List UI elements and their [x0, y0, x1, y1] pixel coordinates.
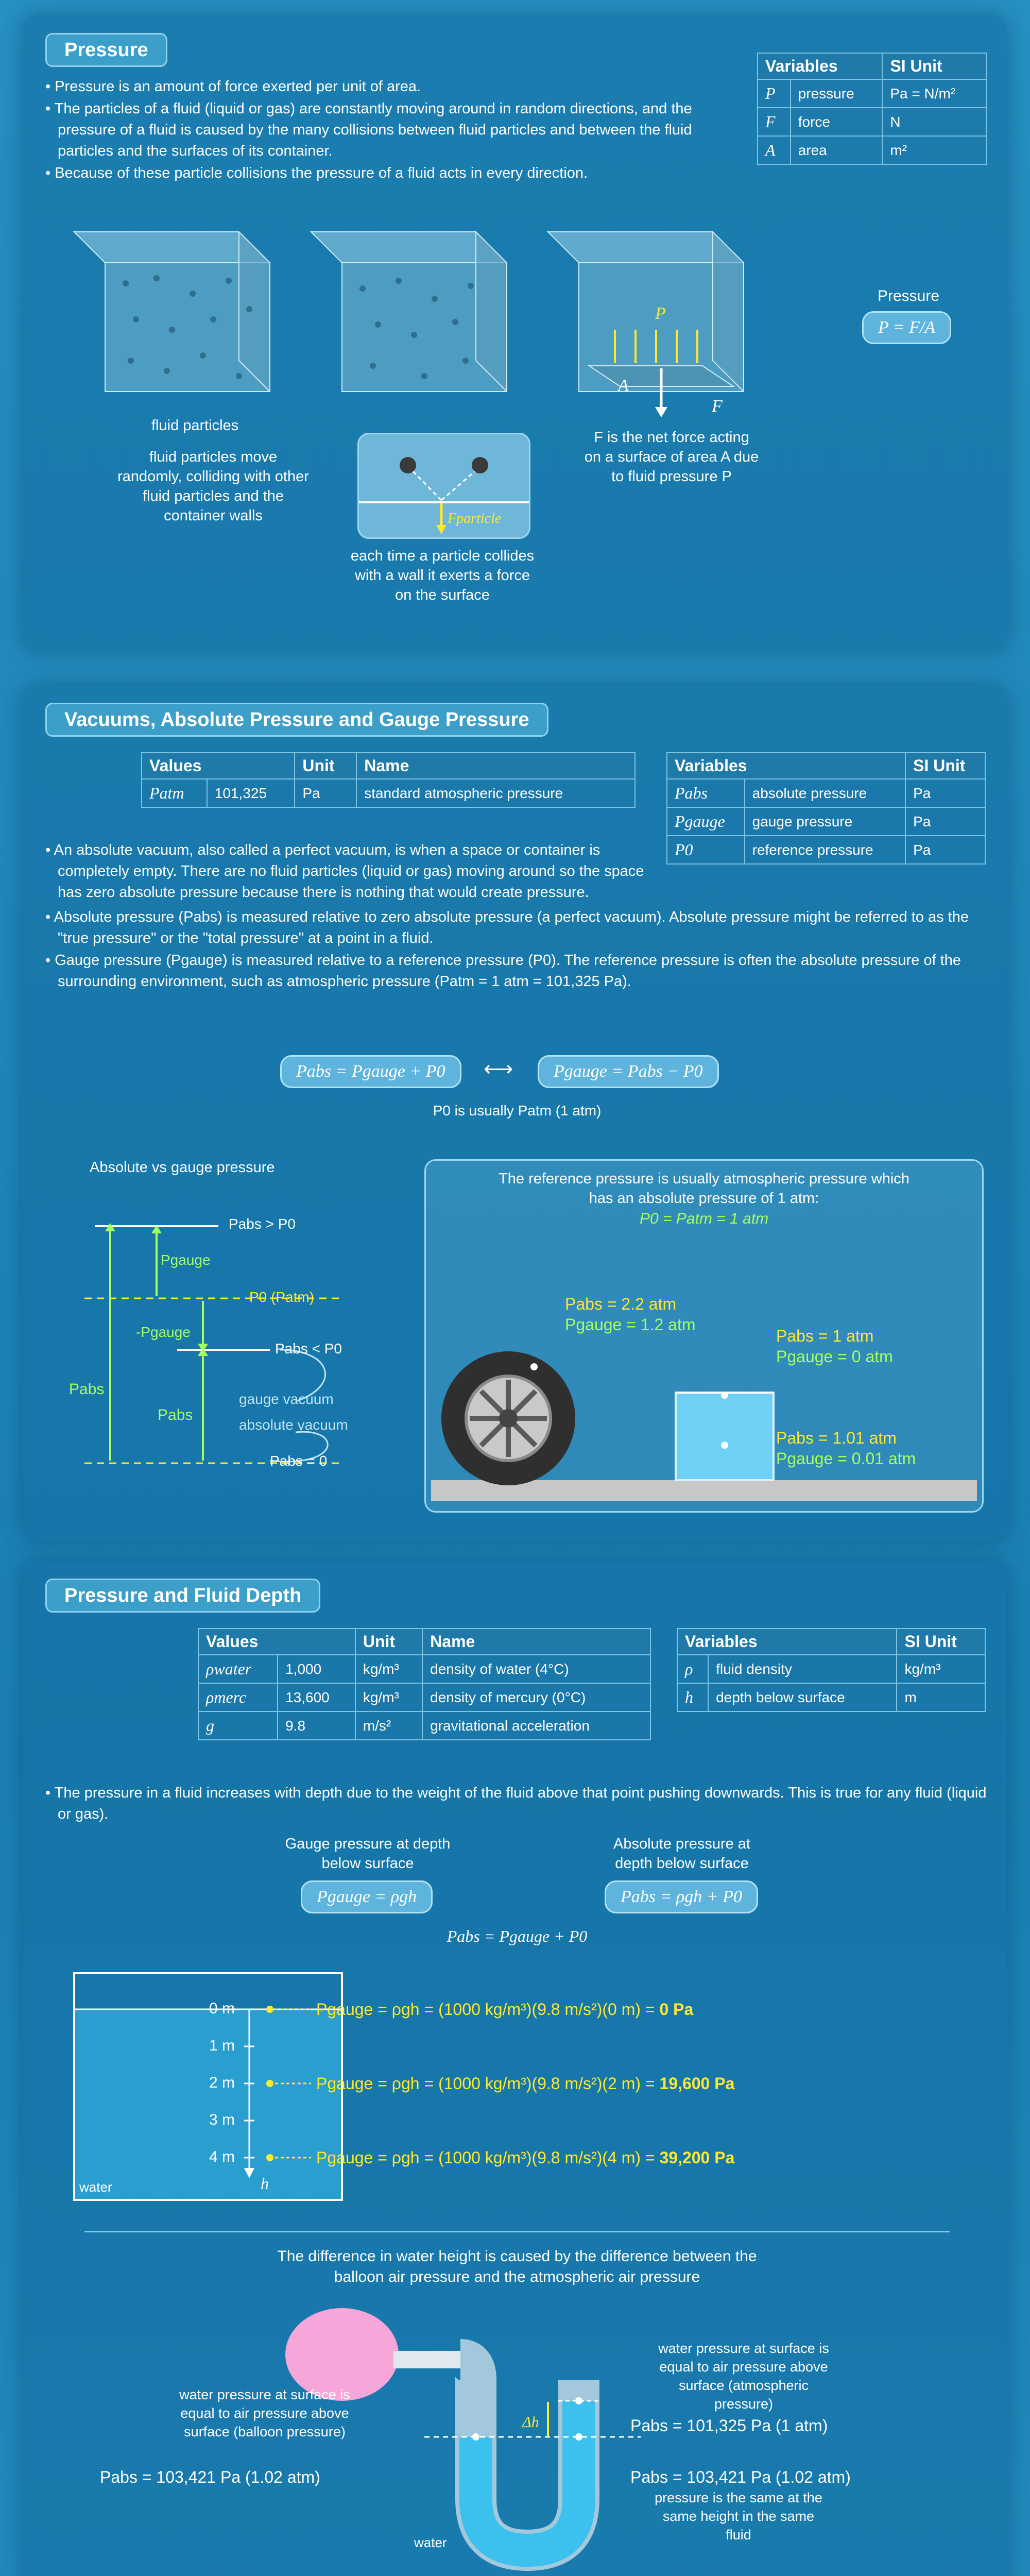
table-cell: P0: [667, 836, 745, 864]
table-cell: ρ: [677, 1655, 708, 1683]
calc-text: Pgauge = ρgh = (1000 kg/m³)(9.8 m/s²)(2 m) =: [316, 2074, 660, 2093]
label-zero: Pabs = 0: [270, 1453, 328, 1469]
caption-fluid-particles: fluid particles: [151, 417, 239, 434]
table-cell: Pa = N/m²: [882, 79, 986, 108]
water-label: water: [79, 2179, 112, 2195]
table-cell: A: [758, 136, 791, 164]
table-cell: gravitational acceleration: [422, 1711, 650, 1740]
pressure-formula: P = F/A: [862, 311, 951, 344]
table-cell: 101,325: [207, 779, 295, 807]
table-cell: pressure: [791, 79, 883, 108]
bullet: • The pressure in a fluid increases with depth due to the weight of the fluid above that point pushing downwards. This is true for any fluid (liquid or gas).: [45, 1783, 988, 1825]
cup-top-pgauge: Pgauge = 0 atm: [776, 1347, 893, 1366]
label-p0: P0 (Patm): [249, 1289, 315, 1305]
water-label: water: [414, 2535, 447, 2550]
right-note: water pressure at surface is equal to air pressure above surface (atmospheric pressure): [658, 2341, 829, 2412]
caption-wall-collision: each time a particle collides with a wall it exerts a force on the surface: [350, 548, 535, 603]
gauge-pressure-eq: Pgauge = Pabs − P0: [538, 1055, 719, 1088]
table-header: SI Unit: [905, 753, 985, 779]
table-cell: m/s²: [355, 1711, 422, 1740]
table-cell: 9.8: [278, 1711, 355, 1740]
table-cell: density of mercury (0°C): [422, 1683, 650, 1711]
gauge-eq: Pgauge = ρgh: [301, 1880, 433, 1913]
table-header: SI Unit: [882, 53, 986, 79]
table-header: Unit: [355, 1629, 422, 1655]
panel-title: Pressure: [45, 33, 167, 67]
table-header: Unit: [295, 753, 356, 779]
same-height-note: pressure is the same at the same height in the same fluid: [655, 2490, 822, 2543]
delta-h-label: Δh: [522, 2414, 539, 2431]
calc-row-0: [316, 2000, 693, 2019]
table-header: Values: [198, 1629, 355, 1655]
label-pabs-left: Pabs: [69, 1381, 105, 1398]
table-cell: force: [791, 108, 883, 136]
table-cell: g: [198, 1711, 278, 1740]
cup-bottom-pgauge: Pgauge = 0.01 atm: [776, 1449, 916, 1468]
table-header: SI Unit: [897, 1629, 985, 1655]
panel-pressure: [23, 15, 1007, 652]
label-pabs-less: Pabs < P0: [275, 1341, 342, 1357]
graph-title: Absolute vs gauge pressure: [90, 1159, 275, 1176]
table-cell: kg/m³: [355, 1655, 422, 1683]
calc-row-2: [316, 2074, 734, 2093]
sum-eq: Pabs = Pgauge + P0: [447, 1927, 588, 1945]
table-cell: N: [882, 108, 986, 136]
caption-particles-move: fluid particles move randomly, colliding with other fluid particles and the container walls: [117, 449, 309, 524]
table-cell: m: [897, 1683, 985, 1711]
abs-caption: Absolute pressure at depth below surface: [613, 1836, 750, 1872]
label-pabs-mid: Pabs: [158, 1406, 193, 1423]
table-header: Name: [422, 1629, 650, 1655]
table-cell: ρmerc: [198, 1683, 278, 1711]
calc-result: 39,200 Pa: [659, 2148, 735, 2167]
table-cell: density of water (4°C): [422, 1655, 650, 1683]
table-cell: absolute pressure: [745, 779, 906, 807]
bullet: • Absolute pressure (Pabs) is measured relative to zero absolute pressure (a perfect vacuum). Absolute pressure might be referred to as the "true pressure" or the "total pressure" at a point in a fluid.: [45, 907, 988, 949]
label-F: F: [712, 397, 723, 416]
cube-1: [74, 232, 270, 392]
table-cell: h: [677, 1683, 708, 1711]
label-pabs-greater: Pabs > P0: [229, 1216, 296, 1232]
depth-label: 0 m: [209, 2000, 235, 2017]
calc-result: 0 Pa: [659, 2000, 694, 2019]
table-header: Variables: [758, 53, 882, 79]
pabs-right-bottom: Pabs = 103,421 Pa (1.02 atm): [630, 2468, 851, 2486]
table-cell: area: [791, 136, 883, 164]
double-arrow: ⟷: [484, 1058, 513, 1080]
table-cell: standard atmospheric pressure: [356, 779, 635, 807]
label-pgauge: Pgauge: [161, 1252, 211, 1268]
variables-table: [677, 1628, 986, 1712]
bullet-list: [45, 76, 746, 185]
label-absolute-vacuum: absolute vacuum: [239, 1417, 348, 1433]
reference-title: The reference pressure is usually atmospheric pressure which has an absolute pressure of 1 atm:: [499, 1171, 909, 1207]
calc-row-4: [316, 2148, 734, 2167]
collision-inset: [357, 433, 530, 539]
calc-text: Pgauge = ρgh = (1000 kg/m³)(9.8 m/s²)(4 m) =: [316, 2148, 660, 2167]
divider: [84, 2231, 950, 2233]
depth-label: 2 m: [209, 2074, 235, 2091]
bullet: • The particles of a fluid (liquid or gas) are constantly moving around in random directions, and the pressure of a fluid is caused by the many collisions between fluid particles and between the fluid particles and the surfaces of its container.: [45, 98, 746, 162]
tire-pgauge: Pgauge = 1.2 atm: [565, 1315, 696, 1334]
depth-h-label: h: [261, 2174, 269, 2193]
pabs-left: Pabs = 103,421 Pa (1.02 atm): [100, 2468, 320, 2486]
variables-table: [757, 53, 987, 165]
table-cell: depth below surface: [708, 1683, 897, 1711]
table-cell: Pabs: [667, 779, 745, 807]
cup-top-pabs: Pabs = 1 atm: [776, 1327, 874, 1345]
cube-3: [548, 232, 744, 417]
table-cell: reference pressure: [745, 836, 906, 864]
manometer-title: The difference in water height is caused by the difference between the balloon air pressure and the atmospheric air pressure: [277, 2248, 757, 2285]
pabs-right-top: Pabs = 101,325 Pa (1 atm): [630, 2416, 828, 2435]
label-A: A: [618, 376, 629, 395]
tire-pabs: Pabs = 2.2 atm: [565, 1295, 677, 1313]
table-cell: fluid density: [708, 1655, 897, 1683]
table-cell: 1,000: [278, 1655, 355, 1683]
cup-bottom-pabs: Pabs = 1.01 atm: [776, 1429, 897, 1447]
left-note: water pressure at surface is equal to air pressure above surface (balloon pressure): [179, 2387, 350, 2439]
table-cell: 13,600: [278, 1683, 355, 1711]
label-f-particle: Fparticle: [448, 511, 502, 527]
label-neg-gauge: -Pgauge: [136, 1324, 191, 1340]
bullet: • Pressure is an amount of force exerted per unit of area.: [45, 76, 746, 97]
calc-text: Pgauge = ρgh = (1000 kg/m³)(9.8 m/s²)(0 m) =: [316, 2000, 660, 2019]
abs-eq: Pabs = ρgh + P0: [605, 1880, 758, 1913]
reference-note: P0 is usually Patm (1 atm): [433, 1103, 602, 1118]
bullet: • Because of these particle collisions the pressure of a fluid acts in every direction.: [45, 163, 746, 184]
depth-label: 3 m: [209, 2111, 235, 2128]
bullet-list: [45, 907, 988, 993]
depth-label: 4 m: [209, 2148, 235, 2165]
table-cell: kg/m³: [897, 1655, 985, 1683]
table-header: Variables: [667, 753, 905, 779]
table-cell: Pa: [905, 779, 985, 807]
bullet: • Gauge pressure (Pgauge) is measured relative to a reference pressure (P0). The reference pressure is often the absolute pressure of the surrounding environment, such as atmospheric pressure (Patm = 1 atm = 101,325 Pa).: [45, 950, 988, 992]
reference-eq: P0 = Patm = 1 atm: [639, 1210, 769, 1227]
table-cell: Pa: [905, 807, 985, 836]
table-cell: Pgauge: [667, 807, 745, 836]
bullet-list: [45, 1783, 988, 1826]
table-cell: ρwater: [198, 1655, 278, 1683]
table-header: Name: [356, 753, 635, 779]
panel-title: Pressure and Fluid Depth: [45, 1579, 320, 1613]
table-cell: Pa: [295, 779, 356, 807]
table-cell: F: [758, 108, 791, 136]
gauge-caption: Gauge pressure at depth below surface: [285, 1836, 451, 1872]
table-cell: P: [758, 79, 791, 108]
abs-gauge-graph: [54, 1180, 373, 1499]
panel-fluid-depth: [23, 1561, 1007, 2576]
variables-table: [666, 752, 986, 865]
table-cell: gauge pressure: [745, 807, 906, 836]
values-table: [198, 1628, 651, 1740]
table-header: Variables: [677, 1629, 897, 1655]
calc-result: 19,600 Pa: [659, 2074, 735, 2093]
table-cell: Patm: [142, 779, 207, 807]
reference-box: [424, 1159, 984, 1513]
bullet: • An absolute vacuum, also called a perfect vacuum, is when a space or container is completely empty. There are no fluid particles (liquid or gas) moving around so the space has zero absolute pressure because there is nothing that would create pressure.: [45, 840, 663, 903]
table-cell: Pa: [905, 836, 985, 864]
abs-pressure-eq: Pabs = Pgauge + P0: [280, 1055, 461, 1088]
cube-2: [311, 232, 507, 392]
fluid-cube-diagram: [84, 232, 744, 417]
label-P: P: [655, 304, 666, 323]
panel-vacuum-gauge: [23, 685, 1007, 1540]
caption-net-force: F is the net force acting on a surface of area A due to fluid pressure P: [584, 429, 759, 485]
label-gauge-vacuum: gauge vacuum: [239, 1391, 334, 1407]
table-cell: kg/m³: [355, 1683, 422, 1711]
formula-label: Pressure: [877, 287, 940, 304]
values-table: [141, 752, 636, 808]
table-cell: m²: [882, 136, 986, 164]
table-header: Values: [142, 753, 295, 779]
bullet-list: [45, 840, 663, 904]
depth-label: 1 m: [209, 2037, 235, 2054]
panel-title: Vacuums, Absolute Pressure and Gauge Pressure: [45, 703, 548, 737]
